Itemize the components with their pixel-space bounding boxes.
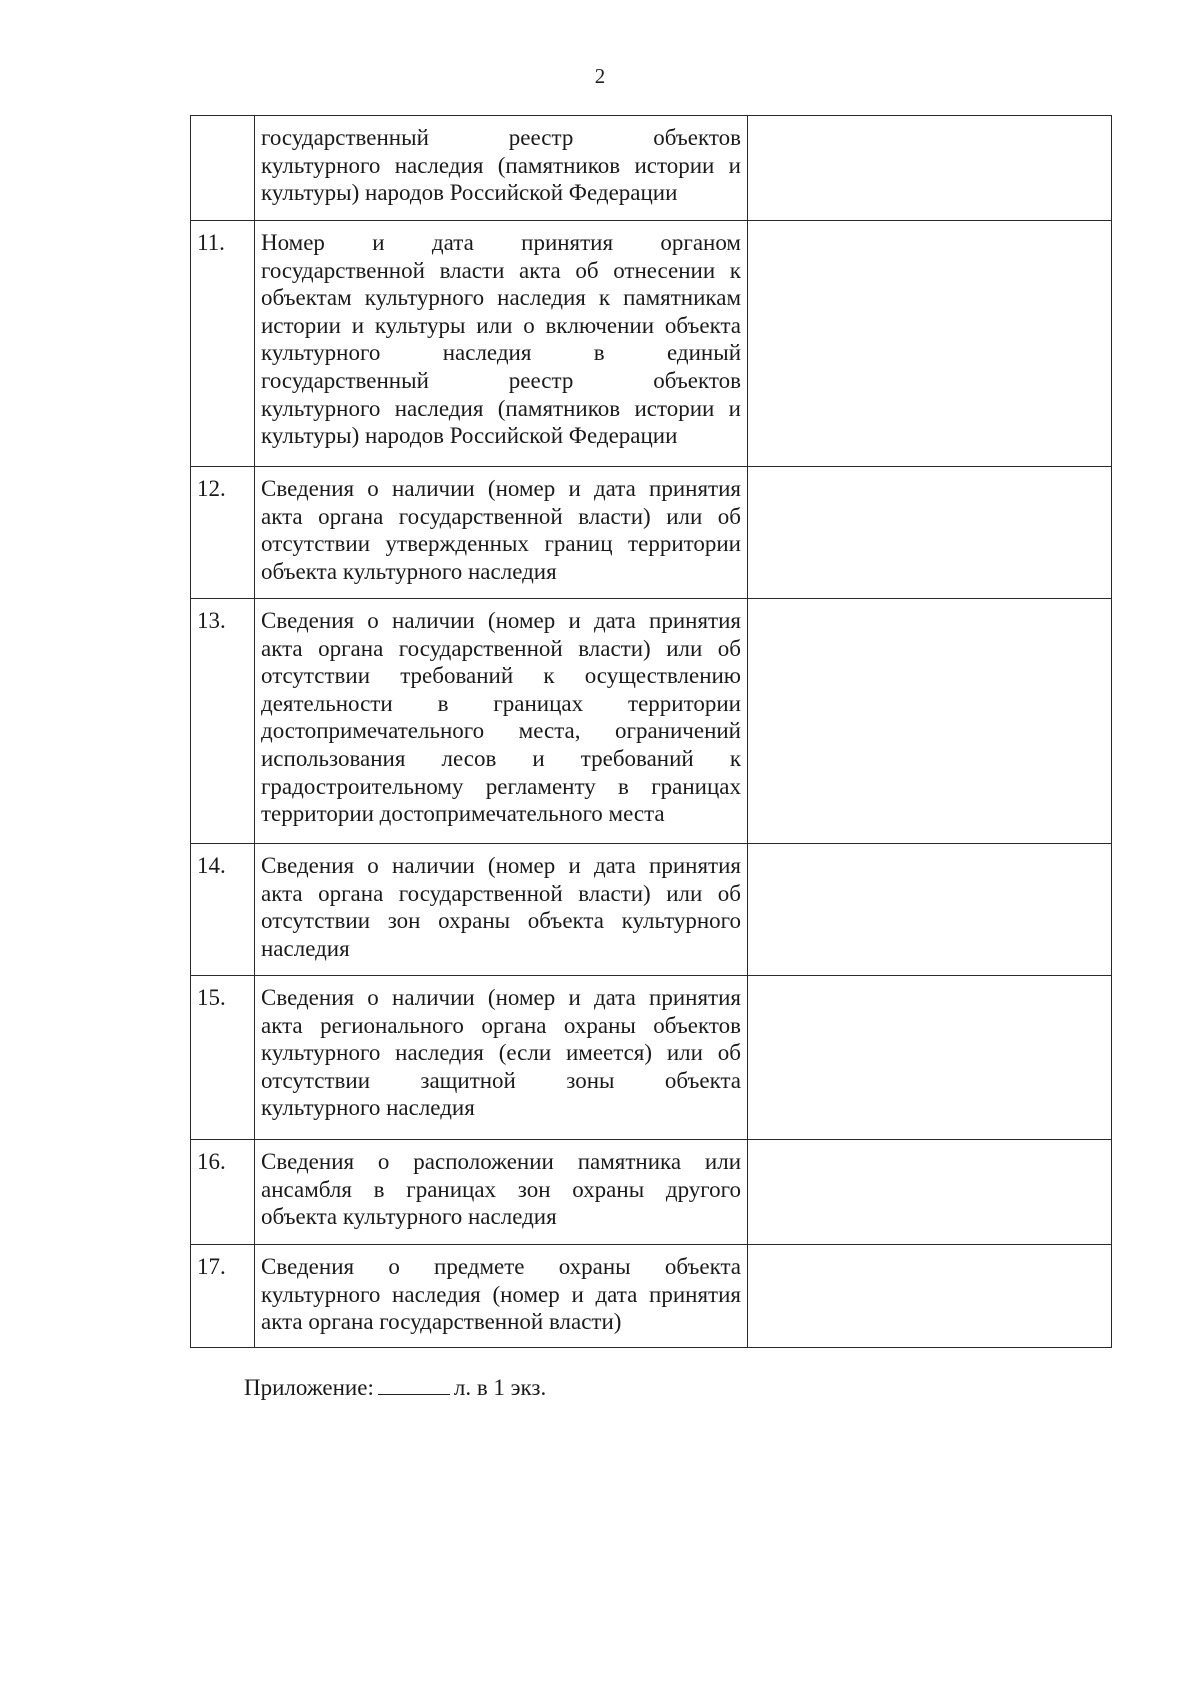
row-description: [255, 844, 748, 976]
appendix-sheet-count-blank[interactable]: [378, 1376, 450, 1395]
table-row: [191, 1245, 1112, 1348]
description-line: культурного наследия в единый: [261, 340, 741, 366]
description-line: достопримечательного места, ограничений: [261, 718, 741, 744]
description-line: отсутствии утвержденных границ территории: [261, 531, 741, 557]
row-description: [255, 116, 748, 221]
row-value-cell[interactable]: [748, 116, 1112, 221]
page-number: 2: [594, 64, 606, 88]
row-number: 15.: [191, 976, 255, 1140]
description-line: государственный реестр объектов: [261, 367, 741, 393]
description-line: культурного наследия: [261, 1095, 475, 1121]
description-line: отсутствии зон охраны объекта культурного: [261, 908, 741, 934]
table-row: [191, 976, 1112, 1140]
row-value-cell[interactable]: [748, 976, 1112, 1140]
description-line: Сведения о расположении памятника или: [261, 1149, 741, 1174]
row-description: [255, 976, 748, 1140]
description-line: культуры) народов Российской Федерации: [261, 180, 678, 206]
description-line: объектам культурного наследия к памятникам: [261, 285, 741, 311]
row-value-cell[interactable]: [748, 221, 1112, 467]
row-number: 14.: [191, 844, 255, 976]
row-description: [255, 1245, 748, 1348]
description-line: культурного наследия (если имеется) или об: [261, 1040, 741, 1066]
row-number: 17.: [191, 1245, 255, 1348]
table-body: [191, 116, 1112, 1348]
row-value-cell[interactable]: [748, 844, 1112, 976]
row-number: [191, 116, 255, 221]
description-line: объекта культурного наследия: [261, 1204, 557, 1230]
description-line: деятельности в границах территории: [261, 690, 741, 716]
description-line: объекта культурного наследия: [261, 558, 557, 584]
description-line: наследия: [261, 935, 350, 961]
row-description: [255, 599, 748, 844]
appendix-line: [244, 1375, 546, 1401]
table-row: [191, 116, 1112, 221]
row-number: 11.: [191, 221, 255, 467]
table-row: [191, 467, 1112, 599]
table-row: [191, 844, 1112, 976]
description-line: акта регионального органа охраны объектов: [261, 1012, 741, 1038]
row-value-cell[interactable]: [748, 1140, 1112, 1245]
description-line: акта органа государственной власти) или об: [261, 635, 741, 661]
table-row: [191, 1140, 1112, 1245]
description-line: Номер и дата принятия органом: [261, 230, 741, 255]
description-line: государственной власти акта об отнесении к: [261, 257, 741, 283]
appendix-suffix: л. в 1 экз.: [453, 1375, 547, 1400]
row-description: [255, 1140, 748, 1245]
description-line: Сведения о наличии (номер и дата принятия: [261, 608, 741, 633]
description-line: отсутствии требований к осуществлению: [261, 663, 741, 689]
row-value-cell[interactable]: [748, 467, 1112, 599]
description-line: Сведения о наличии (номер и дата принятия: [261, 985, 741, 1010]
form-table: [190, 115, 1112, 1348]
description-line: культуры) народов Российской Федерации: [261, 423, 678, 449]
row-number: 13.: [191, 599, 255, 844]
description-line: отсутствии защитной зоны объекта: [261, 1067, 741, 1093]
description-line: Сведения о предмете охраны объекта: [261, 1254, 741, 1279]
row-value-cell[interactable]: [748, 1245, 1112, 1348]
description-line: градостроительному регламенту в границах: [261, 773, 741, 799]
row-description: [255, 221, 748, 467]
description-line: культурного наследия (памятников истории и: [261, 395, 741, 421]
table-row: [191, 599, 1112, 844]
description-line: акта органа государственной власти): [261, 1309, 622, 1335]
appendix-label: Приложение:: [244, 1375, 374, 1400]
row-number: 12.: [191, 467, 255, 599]
description-line: истории и культуры или о включении объекта: [261, 312, 741, 338]
description-line: использования лесов и требований к: [261, 745, 741, 771]
description-line: акта органа государственной власти) или об: [261, 880, 741, 906]
description-line: территории достопримечательного места: [261, 801, 665, 827]
description-line: ансамбля в границах зон охраны другого: [261, 1176, 741, 1202]
row-number: 16.: [191, 1140, 255, 1245]
description-line: Сведения о наличии (номер и дата принятия: [261, 476, 741, 501]
description-line: культурного наследия (номер и дата принятия: [261, 1281, 741, 1307]
description-line: акта органа государственной власти) или об: [261, 503, 741, 529]
row-description: [255, 467, 748, 599]
description-line: культурного наследия (памятников истории и: [261, 152, 741, 178]
row-value-cell[interactable]: [748, 599, 1112, 844]
table-row: [191, 221, 1112, 467]
description-line: государственный реестр объектов: [261, 125, 741, 150]
description-line: Сведения о наличии (номер и дата принятия: [261, 853, 741, 878]
